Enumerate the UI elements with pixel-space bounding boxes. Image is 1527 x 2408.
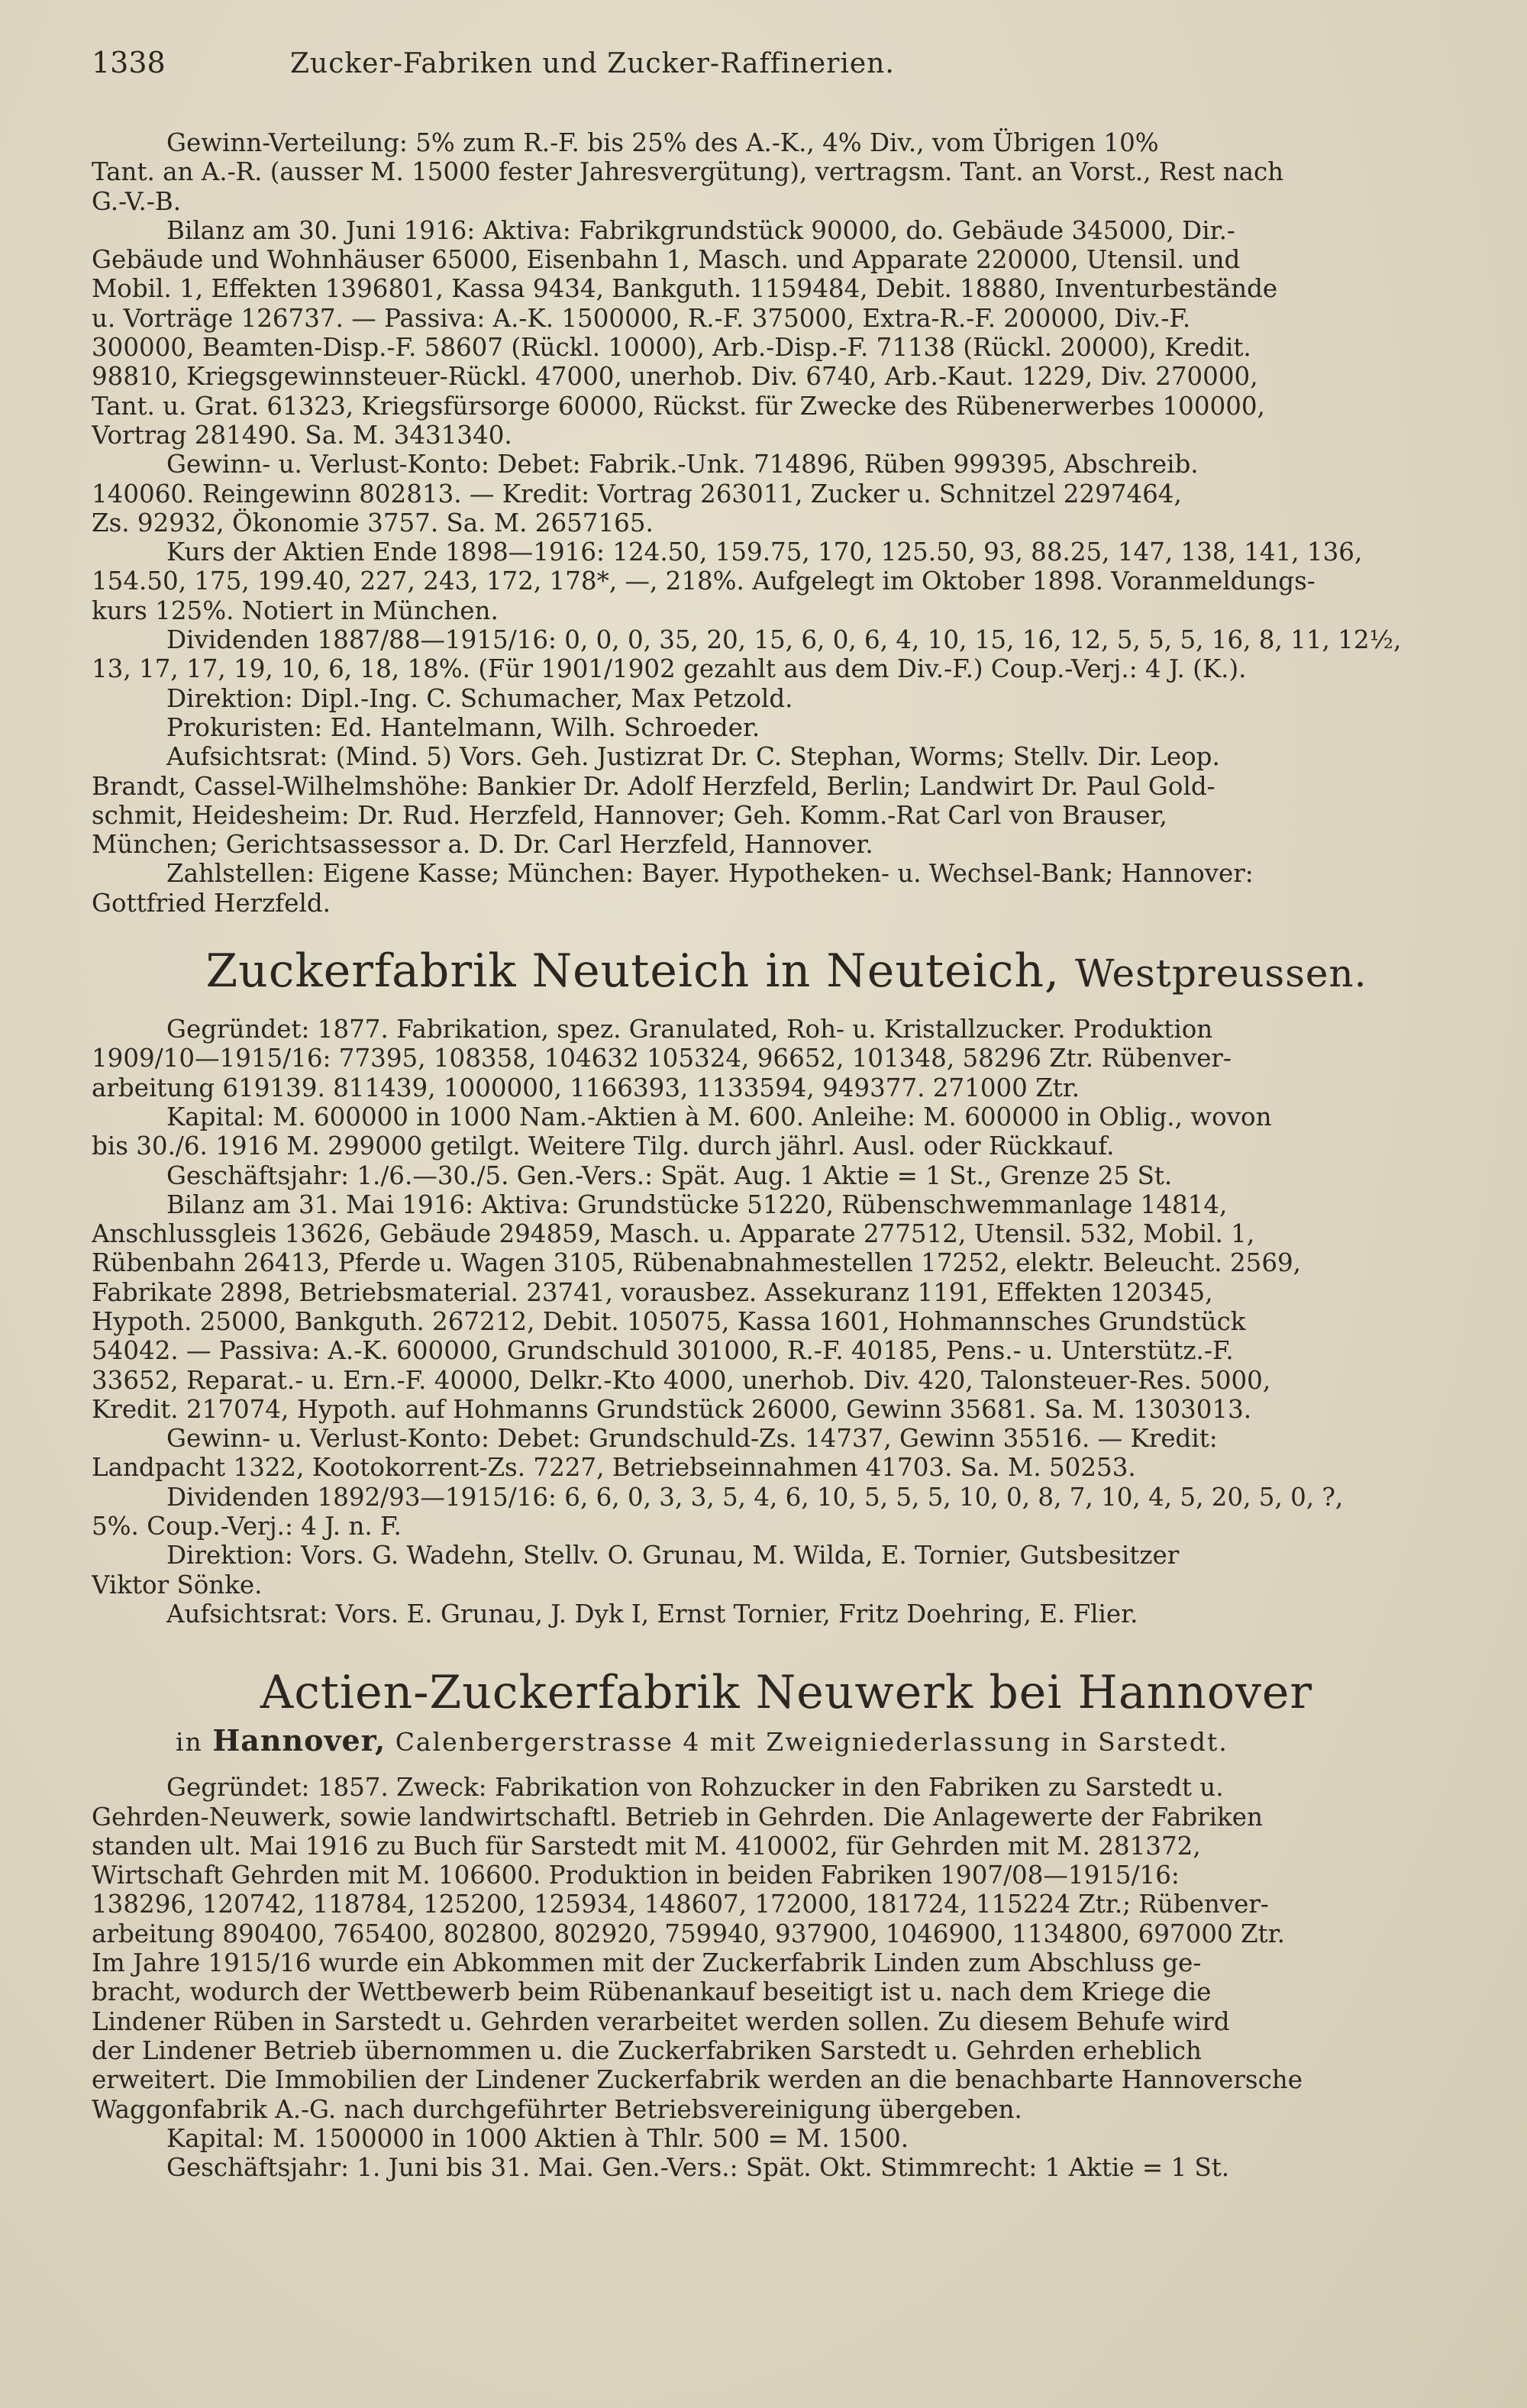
company-name: Zuckerfabrik Neuteich in Neuteich, xyxy=(205,944,1061,999)
company-address xyxy=(176,1723,1481,1758)
text-line: Gehrden-Neuwerk, sowie landwirtschaftl. Betrieb in Gehrden. Die Anlagewerte der Fabriken xyxy=(92,1802,1263,1832)
text-line: Tant. an A.-R. (ausser M. 15000 fester Jahresvergütung), vertragsm. Tant. an Vorst., Rest nach xyxy=(92,157,1284,187)
text-line: Gegründet: 1857. Zweck: Fabrikation von Rohzucker in den Fabriken zu Sarstedt u. xyxy=(166,1773,1224,1803)
page-number: 1338 xyxy=(92,46,166,79)
text-line: u. Vorträge 126737. — Passiva: A.-K. 1500000, R.-F. 375000, Extra-R.-F. 200000, Div.-F. xyxy=(92,303,1191,333)
text-line: Direktion: Dipl.-Ing. C. Schumacher, Max Petzold. xyxy=(166,683,793,713)
text-line: Direktion: Vors. G. Wadehn, Stellv. O. Grunau, M. Wilda, E. Tornier, Gutsbesitzer xyxy=(166,1541,1180,1570)
text-line: schmit, Heidesheim: Dr. Rud. Herzfeld, Hannover; Geh. Komm.-Rat Carl von Brauser, xyxy=(92,800,1167,830)
text-line: 140060. Reingewinn 802813. — Kredit: Vortrag 263011, Zucker u. Schnitzel 2297464, xyxy=(92,479,1182,508)
text-line: Mobil. 1, Effekten 1396801, Kassa 9434, Bankguth. 1159484, Debit. 18880, Inventurbestände xyxy=(92,274,1278,304)
text-line: Hypoth. 25000, Bankguth. 267212, Debit. 105075, Kassa 1601, Hohmannsches Grundstück xyxy=(92,1306,1246,1336)
text-line: Kapital: M. 1500000 in 1000 Aktien à Thlr. 500 = M. 1500. xyxy=(166,2123,909,2153)
text-line: Anschlussgleis 13626, Gebäude 294859, Masch. u. Apparate 277512, Utensil. 532, Mobil. 1, xyxy=(92,1219,1255,1249)
text-line: 300000, Beamten-Disp.-F. 58607 (Rückl. 10000), Arb.-Disp.-F. 71138 (Rückl. 20000), Kredit. xyxy=(92,333,1251,363)
company-region: Westpreussen. xyxy=(1075,951,1367,996)
text-line: 33652, Reparat.- u. Ern.-F. 40000, Delkr.-Kto 4000, unerhob. Div. 420, Talonsteuer-Res. 5000, xyxy=(92,1365,1271,1395)
text-line: Geschäftsjahr: 1. Juni bis 31. Mai. Gen.-Vers.: Spät. Okt. Stimmrecht: 1 Aktie = 1 St. xyxy=(166,2153,1230,2183)
text-line: 98810, Kriegsgewinnsteuer-Rückl. 47000, unerhob. Div. 6740, Arb.-Kaut. 1229, Div. 270000, xyxy=(92,362,1258,392)
text-line: 13, 17, 17, 19, 10, 6, 18, 18%. (Für 1901/1902 gezahlt aus dem Div.-F.) Coup.-Verj.: 4 J. (K.). xyxy=(92,654,1247,684)
company-heading-neuteich xyxy=(92,939,1481,1005)
running-title: Zucker-Fabriken und Zucker-Raffinerien. xyxy=(290,48,895,79)
text-line: Prokuristen: Ed. Hantelmann, Wilh. Schroeder. xyxy=(166,712,760,742)
text-line: kurs 125%. Notiert in München. xyxy=(92,596,499,625)
text-line: standen ult. Mai 1916 zu Buch für Sarstedt mit M. 410002, für Gehrden mit M. 281372, xyxy=(92,1831,1201,1861)
text-line: Zahlstellen: Eigene Kasse; München: Bayer. Hypotheken- u. Wechsel-Bank; Hannover: xyxy=(166,859,1254,889)
text-line: Dividenden 1887/88—1915/16: 0, 0, 0, 35, 20, 15, 6, 0, 6, 4, 10, 15, 16, 12, 5, 5, 5, 16, 8, 11, 12½, xyxy=(166,625,1402,655)
section-neuwerk xyxy=(92,1773,1481,2182)
text-line: 154.50, 175, 199.40, 227, 243, 172, 178*, —, 218%. Aufgelegt im Oktober 1898. Voranmeldungs- xyxy=(92,566,1316,596)
section-neuteich xyxy=(92,1015,1481,1628)
text-line: erweitert. Die Immobilien der Lindener Zuckerfabrik werden an die benachbarte Hannoversche xyxy=(92,2065,1303,2095)
text-line: Vortrag 281490. Sa. M. 3431340. xyxy=(92,420,512,450)
text-line: Zs. 92932, Ökonomie 3757. Sa. M. 2657165. xyxy=(92,508,654,537)
text-line: Gottfried Herzfeld. xyxy=(92,888,331,918)
running-head xyxy=(92,46,1481,99)
text-line: 54042. — Passiva: A.-K. 600000, Grundschuld 301000, R.-F. 40185, Pens.- u. Unterstütz.-F. xyxy=(92,1336,1234,1366)
text-line: Geschäftsjahr: 1./6.—30./5. Gen.-Vers.: Spät. Aug. 1 Aktie = 1 St., Grenze 25 St. xyxy=(166,1160,1173,1190)
text-line: Gewinn- u. Verlust-Konto: Debet: Fabrik.-Unk. 714896, Rüben 999395, Abschreib. xyxy=(166,450,1199,479)
text-line: bis 30./6. 1916 M. 299000 getilgt. Weitere Tilg. durch jährl. Ausl. oder Rückkauf. xyxy=(92,1131,1115,1161)
text-line: arbeitung 619139. 811439, 1000000, 1166393, 1133594, 949377. 271000 Ztr. xyxy=(92,1073,1080,1102)
address-city: Hannover, xyxy=(212,1723,386,1758)
text-line: arbeitung 890400, 765400, 802800, 802920, 759940, 937900, 1046900, 1134800, 697000 Ztr. xyxy=(92,1919,1285,1948)
text-line: 1909/10—1915/16: 77395, 108358, 104632 105324, 96652, 101348, 58296 Ztr. Rübenver- xyxy=(92,1044,1232,1073)
text-line: Kurs der Aktien Ende 1898—1916: 124.50, 159.75, 170, 125.50, 93, 88.25, 147, 138, 141, 136, xyxy=(166,537,1363,567)
text-line: Bilanz am 31. Mai 1916: Aktiva: Grundstücke 51220, Rübenschwemmanlage 14814, xyxy=(166,1189,1228,1219)
text-line: Gebäude und Wohnhäuser 65000, Eisenbahn 1, Masch. und Apparate 220000, Utensil. und xyxy=(92,245,1241,275)
text-line: Gegründet: 1877. Fabrikation, spez. Granulated, Roh- u. Kristallzucker. Produktion xyxy=(166,1015,1213,1044)
address-rest: Calenbergerstrasse 4 mit Zweigniederlassung in Sarstedt. xyxy=(395,1727,1228,1758)
text-line: Fabrikate 2898, Betriebsmaterial. 23741, vorausbez. Assekuranz 1191, Effekten 120345, xyxy=(92,1277,1213,1307)
text-line: Aufsichtsrat: (Mind. 5) Vors. Geh. Justizrat Dr. C. Stephan, Worms; Stellv. Dir. Leop. xyxy=(166,742,1220,772)
text-line: 138296, 120742, 118784, 125200, 125934, 148607, 172000, 181724, 115224 Ztr.; Rübenver- xyxy=(92,1890,1269,1919)
text-line: Waggonfabrik A.-G. nach durchgeführter Betriebsvereinigung übergeben. xyxy=(92,2094,1022,2124)
text-line: Landpacht 1322, Kootokorrent-Zs. 7227, Betriebseinnahmen 41703. Sa. M. 50253. xyxy=(92,1453,1136,1483)
text-line: Gewinn- u. Verlust-Konto: Debet: Grundschuld-Zs. 14737, Gewinn 35516. — Kredit: xyxy=(166,1424,1218,1454)
text-line: Lindener Rüben in Sarstedt u. Gehrden verarbeitet werden sollen. Zu diesem Behufe wird xyxy=(92,2006,1230,2036)
text-line: bracht, wodurch der Wettbewerb beim Rübenankauf beseitigt ist u. nach dem Kriege die xyxy=(92,1977,1212,2007)
company-heading-neuwerk: Actien-Zuckerfabrik Neuwerk bei Hannover xyxy=(260,1666,1313,1720)
address-prefix: in xyxy=(176,1727,203,1758)
text-line: Kapital: M. 600000 in 1000 Nam.-Aktien à M. 600. Anleihe: M. 600000 in Oblig., wovon xyxy=(166,1102,1272,1131)
text-line: G.-V.-B. xyxy=(92,186,182,216)
text-line: Viktor Sönke. xyxy=(92,1570,263,1599)
text-line: Tant. u. Grat. 61323, Kriegsfürsorge 60000, Rückst. für Zwecke des Rübenerwerbes 100000, xyxy=(92,391,1265,421)
text-line: Bilanz am 30. Juni 1916: Aktiva: Fabrikgrundstück 90000, do. Gebäude 345000, Dir.- xyxy=(166,215,1235,245)
text-line: Dividenden 1892/93—1915/16: 6, 6, 0, 3, 3, 5, 4, 6, 10, 5, 5, 5, 10, 0, 8, 7, 10, 4, 5, 20, 5, 0, ?, xyxy=(166,1482,1344,1512)
text-line: Wirtschaft Gehrden mit M. 106600. Produktion in beiden Fabriken 1907/08—1915/16: xyxy=(92,1861,1180,1890)
text-line: Kredit. 217074, Hypoth. auf Hohmanns Grundstück 26000, Gewinn 35681. Sa. M. 1303013. xyxy=(92,1394,1252,1424)
text-line: Rübenbahn 26413, Pferde u. Wagen 3105, Rübenabnahmestellen 17252, elektr. Beleucht. 2569, xyxy=(92,1248,1302,1278)
text-line: der Lindener Betrieb übernommen u. die Zuckerfabriken Sarstedt u. Gehrden erheblich xyxy=(92,2035,1202,2065)
section-previous-company xyxy=(92,128,1481,918)
text-line: Gewinn-Verteilung: 5% zum R.-F. bis 25% des A.-K., 4% Div., vom Übrigen 10% xyxy=(166,128,1159,157)
text-line: Im Jahre 1915/16 wurde ein Abkommen mit der Zuckerfabrik Linden zum Abschluss ge- xyxy=(92,1948,1202,1978)
text-line: Aufsichtsrat: Vors. E. Grunau, J. Dyk I, Ernst Tornier, Fritz Doehring, E. Flier. xyxy=(166,1599,1138,1628)
text-line: München; Gerichtsassessor a. D. Dr. Carl Herzfeld, Hannover. xyxy=(92,830,873,860)
text-line: 5%. Coup.-Verj.: 4 J. n. F. xyxy=(92,1512,402,1541)
text-line: Brandt, Cassel-Wilhelmshöhe: Bankier Dr. Adolf Herzfeld, Berlin; Landwirt Dr. Paul Gold- xyxy=(92,771,1215,801)
